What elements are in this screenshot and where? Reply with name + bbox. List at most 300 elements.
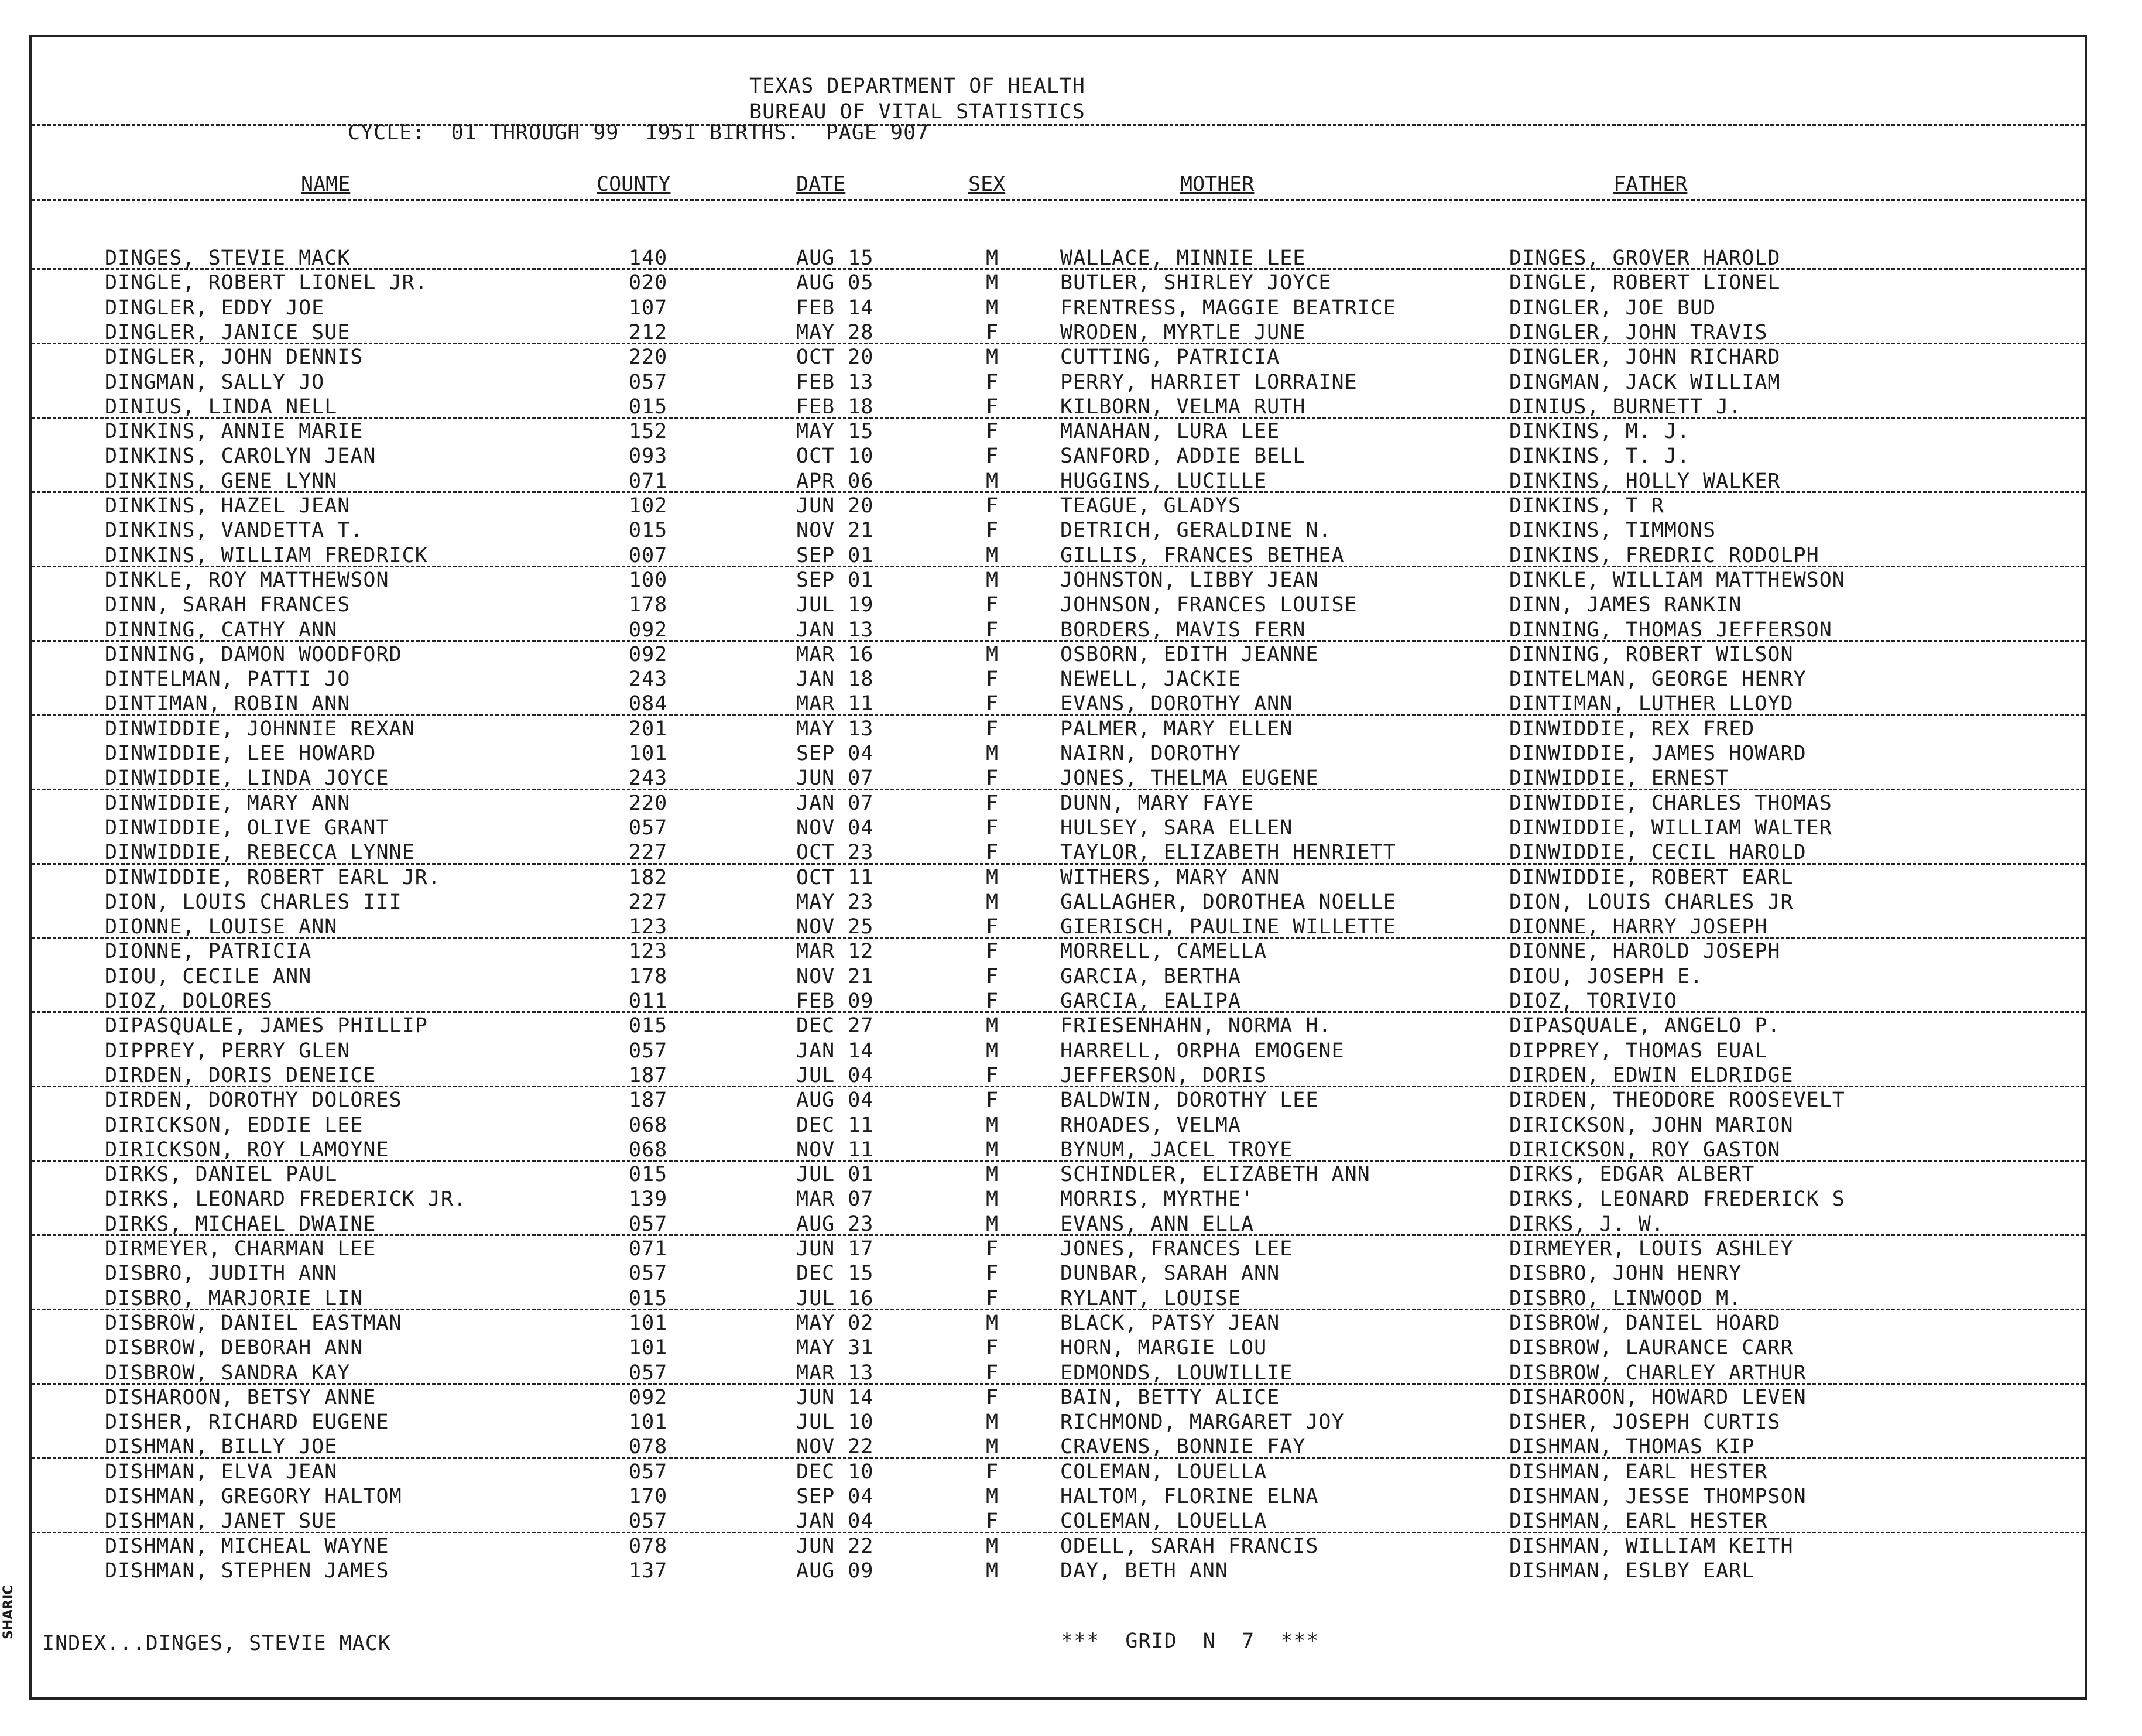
cell-sex: M	[986, 890, 999, 914]
table-row	[32, 1361, 2085, 1385]
row-guide-line	[32, 1234, 2085, 1236]
cell-mother: FRENTRESS, MAGGIE BEATRICE	[1060, 296, 1396, 320]
cell-father: DIRKS, J. W.	[1509, 1212, 1664, 1236]
cell-date: MAR 07	[796, 1187, 874, 1211]
cell-sex: F	[986, 841, 999, 865]
cell-date: AUG 15	[796, 246, 874, 270]
table-row	[32, 1410, 2085, 1434]
cell-name: DINWIDDIE, OLIVE GRANT	[105, 816, 389, 840]
row-guide-line	[32, 1309, 2085, 1310]
cell-county: 015	[629, 1286, 668, 1310]
cell-date: JUL 10	[796, 1410, 874, 1434]
cell-name: DISHMAN, ELVA JEAN	[105, 1460, 338, 1484]
cell-sex: F	[986, 420, 999, 444]
cell-mother: JOHNSON, FRANCES LOUISE	[1060, 593, 1358, 617]
cell-mother: WRODEN, MYRTLE JUNE	[1060, 320, 1306, 344]
cell-father: DISBRO, LINWOOD M.	[1509, 1286, 1742, 1310]
cell-date: AUG 04	[796, 1088, 874, 1112]
cell-mother: MORRIS, MYRTHE'	[1060, 1187, 1255, 1211]
cell-mother: TEAGUE, GLADYS	[1060, 494, 1242, 518]
cell-sex: F	[986, 940, 999, 964]
cell-father: DINKINS, HOLLY WALKER	[1509, 469, 1781, 493]
cell-sex: F	[986, 791, 999, 815]
header-divider	[32, 124, 2085, 126]
cell-county: 123	[629, 915, 668, 939]
cell-name: DINGES, STEVIE MACK	[105, 246, 351, 270]
columns-divider	[32, 199, 2085, 201]
cell-mother: NEWELL, JACKIE	[1060, 667, 1242, 691]
cell-mother: CUTTING, PATRICIA	[1060, 345, 1280, 369]
cell-father: DINGLER, JOHN TRAVIS	[1509, 320, 1768, 344]
table-row	[32, 1039, 2085, 1063]
cell-date: JUL 19	[796, 593, 874, 617]
cell-date: MAR 16	[796, 642, 874, 666]
cell-county: 057	[629, 1212, 668, 1236]
cell-date: MAY 02	[796, 1311, 874, 1335]
table-row	[32, 1534, 2085, 1559]
cell-name: DISBROW, SANDRA KAY	[105, 1361, 351, 1385]
cell-date: NOV 11	[796, 1138, 874, 1162]
cell-county: 101	[629, 1311, 668, 1335]
cell-date: AUG 23	[796, 1212, 874, 1236]
cell-mother: RICHMOND, MARGARET JOY	[1060, 1410, 1345, 1434]
cell-mother: JOHNSTON, LIBBY JEAN	[1060, 568, 1319, 592]
cell-date: MAR 13	[796, 1361, 874, 1385]
row-guide-line	[32, 714, 2085, 716]
cell-mother: BYNUM, JACEL TROYE	[1060, 1138, 1293, 1162]
cell-sex: F	[986, 1237, 999, 1261]
cell-name: DINNING, DAMON WOODFORD	[105, 642, 402, 666]
cell-sex: F	[986, 395, 999, 419]
cell-father: DIONNE, HARRY JOSEPH	[1509, 915, 1768, 939]
cell-sex: M	[986, 1410, 999, 1434]
cell-father: DINGLE, ROBERT LIONEL	[1509, 271, 1781, 295]
cell-mother: JONES, FRANCES LEE	[1060, 1237, 1293, 1261]
cell-mother: GILLIS, FRANCES BETHEA	[1060, 543, 1345, 567]
cell-name: DIRICKSON, ROY LAMOYNE	[105, 1138, 389, 1162]
cell-father: DINKINS, FREDRIC RODOLPH	[1509, 543, 1819, 567]
row-guide-line	[32, 1011, 2085, 1013]
cell-sex: M	[986, 1485, 999, 1508]
cell-name: DINKLE, ROY MATTHEWSON	[105, 568, 389, 592]
table-row	[32, 642, 2085, 667]
cell-father: DINTIMAN, LUTHER LLOYD	[1509, 692, 1794, 716]
cell-name: DINTELMAN, PATTI JO	[105, 667, 351, 691]
cell-sex: M	[986, 1534, 999, 1558]
dept-title: TEXAS DEPARTMENT OF HEALTH	[749, 74, 1085, 98]
cell-sex: F	[986, 816, 999, 840]
cell-county: 057	[629, 370, 668, 394]
cell-father: DIRKS, LEONARD FREDERICK S	[1509, 1187, 1845, 1211]
cell-date: JAN 13	[796, 618, 874, 642]
table-row	[32, 246, 2085, 270]
cell-father: DINGLER, JOHN RICHARD	[1509, 345, 1781, 369]
table-row	[32, 691, 2085, 716]
cell-mother: EDMONDS, LOUWILLIE	[1060, 1361, 1293, 1385]
cell-sex: F	[986, 1385, 999, 1409]
cell-sex: M	[986, 1113, 999, 1137]
cell-county: 015	[629, 1014, 668, 1038]
cell-father: DINWIDDIE, JAMES HOWARD	[1509, 742, 1807, 765]
row-guide-line	[32, 1532, 2085, 1533]
cell-name: DISBRO, MARJORIE LIN	[105, 1286, 364, 1310]
cell-date: MAR 11	[796, 692, 874, 716]
cell-county: 243	[629, 766, 668, 790]
cell-mother: PALMER, MARY ELLEN	[1060, 717, 1293, 741]
col-sex-header: SEX	[968, 173, 1006, 196]
cell-county: 101	[629, 742, 668, 765]
cell-sex: F	[986, 1286, 999, 1310]
cell-date: DEC 15	[796, 1262, 874, 1286]
cell-county: 178	[629, 964, 668, 988]
cell-mother: GARCIA, BERTHA	[1060, 964, 1242, 988]
cell-mother: OSBORN, EDITH JEANNE	[1060, 642, 1319, 666]
cell-sex: F	[986, 370, 999, 394]
cell-name: DISBROW, DEBORAH ANN	[105, 1336, 364, 1360]
cell-father: DISHMAN, ESLBY EARL	[1509, 1559, 1755, 1583]
cell-county: 140	[629, 246, 668, 270]
cell-county: 057	[629, 816, 668, 840]
cell-date: NOV 21	[796, 519, 874, 543]
cell-county: 057	[629, 1509, 668, 1533]
cell-sex: M	[986, 246, 999, 270]
cell-county: 084	[629, 692, 668, 716]
row-guide-line	[32, 491, 2085, 493]
table-row	[32, 296, 2085, 320]
cell-county: 201	[629, 717, 668, 741]
table-row	[32, 1013, 2085, 1038]
cell-name: DINGLER, EDDY JOE	[105, 296, 325, 320]
cell-county: 100	[629, 568, 668, 592]
cell-name: DINWIDDIE, REBECCA LYNNE	[105, 841, 415, 865]
cell-date: NOV 04	[796, 816, 874, 840]
cell-mother: DETRICH, GERALDINE N.	[1060, 519, 1332, 543]
cell-father: DINNING, ROBERT WILSON	[1509, 642, 1794, 666]
cell-county: 220	[629, 791, 668, 815]
cell-mother: HALTOM, FLORINE ELNA	[1060, 1485, 1319, 1508]
cell-mother: FRIESENHAHN, NORMA H.	[1060, 1014, 1332, 1038]
cell-name: DIRKS, DANIEL PAUL	[105, 1163, 338, 1187]
cell-name: DIRKS, MICHAEL DWAINE	[105, 1212, 376, 1236]
cell-name: DISHMAN, GREGORY HALTOM	[105, 1485, 402, 1508]
cell-father: DIRICKSON, ROY GASTON	[1509, 1138, 1781, 1162]
cell-father: DINKINS, T R	[1509, 494, 1664, 518]
cell-name: DINGLE, ROBERT LIONEL JR.	[105, 271, 428, 295]
cell-county: 101	[629, 1336, 668, 1360]
cell-name: DIONNE, PATRICIA	[105, 940, 312, 964]
cell-father: DINN, JAMES RANKIN	[1509, 593, 1742, 617]
cell-date: NOV 21	[796, 964, 874, 988]
cell-sex: M	[986, 1187, 999, 1211]
cell-name: DINKINS, WILLIAM FREDRICK	[105, 543, 428, 567]
table-row	[32, 469, 2085, 494]
cell-date: OCT 11	[796, 865, 874, 889]
cell-sex: M	[986, 865, 999, 889]
cell-mother: TAYLOR, ELIZABETH HENRIETT	[1060, 841, 1396, 865]
printout-frame	[29, 35, 2087, 1700]
cell-father: DINWIDDIE, REX FRED	[1509, 717, 1755, 741]
cell-name: DIRDEN, DOROTHY DOLORES	[105, 1088, 402, 1112]
cell-sex: M	[986, 1014, 999, 1038]
cell-father: DIRDEN, THEODORE ROOSEVELT	[1509, 1088, 1845, 1112]
cell-county: 123	[629, 940, 668, 964]
col-father-header: FATHER	[1613, 173, 1688, 196]
cell-date: JUL 01	[796, 1163, 874, 1187]
table-row	[32, 1311, 2085, 1336]
cell-father: DINWIDDIE, ROBERT EARL	[1509, 865, 1794, 889]
cell-mother: BORDERS, MAVIS FERN	[1060, 618, 1306, 642]
cell-father: DINIUS, BURNETT J.	[1509, 395, 1742, 419]
cell-date: APR 06	[796, 469, 874, 493]
cell-name: DISBROW, DANIEL EASTMAN	[105, 1311, 402, 1335]
cell-mother: NAIRN, DOROTHY	[1060, 742, 1242, 765]
cell-name: DION, LOUIS CHARLES III	[105, 890, 402, 914]
cell-county: 092	[629, 642, 668, 666]
cell-name: DISHMAN, STEPHEN JAMES	[105, 1559, 389, 1583]
row-guide-line	[32, 268, 2085, 270]
cell-name: DISBRO, JUDITH ANN	[105, 1262, 338, 1286]
cell-father: DINGMAN, JACK WILLIAM	[1509, 370, 1781, 394]
table-row	[32, 1162, 2085, 1187]
row-guide-line	[32, 566, 2085, 567]
cell-county: 068	[629, 1113, 668, 1137]
cell-date: SEP 04	[796, 742, 874, 765]
cell-father: DINNING, THOMAS JEFFERSON	[1509, 618, 1832, 642]
table-row	[32, 320, 2085, 345]
cell-name: DINGLER, JOHN DENNIS	[105, 345, 364, 369]
cell-name: DINWIDDIE, MARY ANN	[105, 791, 351, 815]
cell-mother: ODELL, SARAH FRANCIS	[1060, 1534, 1319, 1558]
cell-sex: F	[986, 667, 999, 691]
cell-father: DIRKS, EDGAR ALBERT	[1509, 1163, 1755, 1187]
row-guide-line	[32, 1383, 2085, 1385]
side-mark: SHARIC	[1, 1585, 16, 1639]
col-mother-header: MOTHER	[1180, 173, 1255, 196]
table-row	[32, 1434, 2085, 1459]
table-row	[32, 964, 2085, 989]
cell-county: 057	[629, 1039, 668, 1063]
cell-sex: F	[986, 1088, 999, 1112]
cell-name: DISHMAN, MICHEAL WAYNE	[105, 1534, 389, 1558]
cell-mother: SANFORD, ADDIE BELL	[1060, 444, 1306, 468]
table-row	[32, 1336, 2085, 1360]
cell-name: DINN, SARAH FRANCES	[105, 593, 351, 617]
cell-county: 187	[629, 1063, 668, 1087]
cell-sex: F	[986, 964, 999, 988]
cell-name: DINGMAN, SALLY JO	[105, 370, 325, 394]
cell-county: 057	[629, 1262, 668, 1286]
cell-sex: F	[986, 1361, 999, 1385]
cell-name: DINTIMAN, ROBIN ANN	[105, 692, 351, 716]
cell-date: JAN 04	[796, 1509, 874, 1533]
table-row	[32, 717, 2085, 741]
cell-date: FEB 14	[796, 296, 874, 320]
cell-mother: DUNN, MARY FAYE	[1060, 791, 1255, 815]
cell-sex: F	[986, 1509, 999, 1533]
cell-name: DIRDEN, DORIS DENEICE	[105, 1063, 376, 1087]
cell-date: JAN 18	[796, 667, 874, 691]
cell-county: 092	[629, 1385, 668, 1409]
cell-mother: HARRELL, ORPHA EMOGENE	[1060, 1039, 1345, 1063]
cell-date: OCT 23	[796, 841, 874, 865]
cell-father: DISHMAN, JESSE THOMPSON	[1509, 1485, 1807, 1508]
row-guide-line	[32, 640, 2085, 642]
table-row	[32, 568, 2085, 593]
cell-date: OCT 10	[796, 444, 874, 468]
cell-father: DISBROW, LAURANCE CARR	[1509, 1336, 1794, 1360]
cell-sex: F	[986, 519, 999, 543]
cell-mother: HULSEY, SARA ELLEN	[1060, 816, 1293, 840]
cell-father: DIRICKSON, JOHN MARION	[1509, 1113, 1794, 1137]
table-row	[32, 915, 2085, 939]
cell-sex: F	[986, 444, 999, 468]
table-row	[32, 939, 2085, 964]
row-guide-line	[32, 863, 2085, 865]
cell-name: DINWIDDIE, LINDA JOYCE	[105, 766, 389, 790]
table-row	[32, 890, 2085, 915]
cell-county: 178	[629, 593, 668, 617]
cell-mother: HUGGINS, LUCILLE	[1060, 469, 1267, 493]
cell-date: FEB 09	[796, 989, 874, 1013]
cell-county: 187	[629, 1088, 668, 1112]
cell-sex: M	[986, 1138, 999, 1162]
table-row	[32, 1460, 2085, 1484]
table-row	[32, 345, 2085, 369]
table-row	[32, 1138, 2085, 1162]
cell-sex: M	[986, 568, 999, 592]
table-row	[32, 791, 2085, 816]
cell-father: DISHMAN, EARL HESTER	[1509, 1460, 1768, 1484]
cell-name: DINGLER, JANICE SUE	[105, 320, 351, 344]
table-row	[32, 1113, 2085, 1138]
cell-name: DINKINS, HAZEL JEAN	[105, 494, 351, 518]
col-county-header: COUNTY	[597, 173, 671, 196]
table-row	[32, 1286, 2085, 1311]
cell-sex: M	[986, 642, 999, 666]
table-row	[32, 593, 2085, 617]
cell-county: 137	[629, 1559, 668, 1583]
table-row	[32, 1559, 2085, 1583]
cell-father: DINKINS, T. J.	[1509, 444, 1691, 468]
cell-name: DISHMAN, BILLY JOE	[105, 1435, 338, 1459]
cell-sex: F	[986, 1063, 999, 1087]
row-guide-line	[32, 343, 2085, 344]
cell-father: DINGLER, JOE BUD	[1509, 296, 1716, 320]
cell-name: DIRICKSON, EDDIE LEE	[105, 1113, 364, 1137]
cell-county: 068	[629, 1138, 668, 1162]
cell-date: NOV 25	[796, 915, 874, 939]
cell-sex: F	[986, 717, 999, 741]
cell-date: DEC 11	[796, 1113, 874, 1137]
cell-father: DISHMAN, THOMAS KIP	[1509, 1435, 1755, 1459]
cell-father: DISHER, JOSEPH CURTIS	[1509, 1410, 1781, 1434]
table-row	[32, 1063, 2085, 1088]
cell-father: DINWIDDIE, WILLIAM WALTER	[1509, 816, 1832, 840]
cell-name: DIOZ, DOLORES	[105, 989, 273, 1013]
cell-county: 102	[629, 494, 668, 518]
cell-sex: M	[986, 1435, 999, 1459]
cell-sex: F	[986, 618, 999, 642]
cell-date: AUG 09	[796, 1559, 874, 1583]
cell-mother: EVANS, ANN ELLA	[1060, 1212, 1255, 1236]
table-row	[32, 1509, 2085, 1533]
table-row	[32, 618, 2085, 642]
cell-county: 182	[629, 865, 668, 889]
cell-name: DINKINS, ANNIE MARIE	[105, 420, 364, 444]
cell-mother: CRAVENS, BONNIE FAY	[1060, 1435, 1306, 1459]
cell-date: MAR 12	[796, 940, 874, 964]
cell-mother: BLACK, PATSY JEAN	[1060, 1311, 1280, 1335]
cell-mother: SCHINDLER, ELIZABETH ANN	[1060, 1163, 1370, 1187]
cell-name: DIPASQUALE, JAMES PHILLIP	[105, 1014, 428, 1038]
footer-index: INDEX...DINGES, STEVIE MACK	[42, 1632, 391, 1655]
cell-county: 212	[629, 320, 668, 344]
cell-father: DIONNE, HAROLD JOSEPH	[1509, 940, 1781, 964]
cell-father: DIPPREY, THOMAS EUAL	[1509, 1039, 1768, 1063]
cell-name: DIRKS, LEONARD FREDERICK JR.	[105, 1187, 467, 1211]
cell-date: JUL 16	[796, 1286, 874, 1310]
cell-sex: M	[986, 469, 999, 493]
table-row	[32, 1187, 2085, 1211]
table-row	[32, 543, 2085, 568]
cell-name: DIOU, CECILE ANN	[105, 964, 312, 988]
records-table	[32, 246, 2085, 1583]
cell-county: 107	[629, 296, 668, 320]
table-row	[32, 989, 2085, 1013]
cell-mother: COLEMAN, LOUELLA	[1060, 1509, 1267, 1533]
cell-mother: MORRELL, CAMELLA	[1060, 940, 1267, 964]
cell-mother: GARCIA, EALIPA	[1060, 989, 1242, 1013]
cell-mother: RHOADES, VELMA	[1060, 1113, 1242, 1137]
cell-county: 227	[629, 890, 668, 914]
row-guide-line	[32, 417, 2085, 419]
cell-father: DINKINS, TIMMONS	[1509, 519, 1716, 543]
cell-county: 015	[629, 395, 668, 419]
cell-county: 152	[629, 420, 668, 444]
cell-date: JUL 04	[796, 1063, 874, 1087]
table-row	[32, 395, 2085, 419]
table-row	[32, 766, 2085, 790]
cell-mother: HORN, MARGIE LOU	[1060, 1336, 1267, 1360]
cell-father: DIOU, JOSEPH E.	[1509, 964, 1704, 988]
cell-name: DINNING, CATHY ANN	[105, 618, 338, 642]
cell-county: 093	[629, 444, 668, 468]
cell-mother: MANAHAN, LURA LEE	[1060, 420, 1280, 444]
cell-father: DISBROW, CHARLEY ARTHUR	[1509, 1361, 1807, 1385]
cell-date: JUN 22	[796, 1534, 874, 1558]
cell-mother: GIERISCH, PAULINE WILLETTE	[1060, 915, 1396, 939]
table-row	[32, 419, 2085, 444]
cell-date: MAY 23	[796, 890, 874, 914]
cell-county: 015	[629, 1163, 668, 1187]
cell-name: DINKINS, CAROLYN JEAN	[105, 444, 376, 468]
row-guide-line	[32, 1086, 2085, 1087]
cell-date: SEP 01	[796, 568, 874, 592]
cell-sex: F	[986, 766, 999, 790]
cell-father: DINWIDDIE, CECIL HAROLD	[1509, 841, 1807, 865]
table-row	[32, 1484, 2085, 1509]
cell-father: DISHAROON, HOWARD LEVEN	[1509, 1385, 1807, 1409]
cell-sex: M	[986, 1212, 999, 1236]
cell-county: 243	[629, 667, 668, 691]
table-row	[32, 1212, 2085, 1237]
cell-name: DISHMAN, JANET SUE	[105, 1509, 338, 1533]
cell-sex: M	[986, 543, 999, 567]
cell-sex: F	[986, 692, 999, 716]
cell-county: 092	[629, 618, 668, 642]
row-guide-line	[32, 789, 2085, 790]
table-row	[32, 667, 2085, 691]
